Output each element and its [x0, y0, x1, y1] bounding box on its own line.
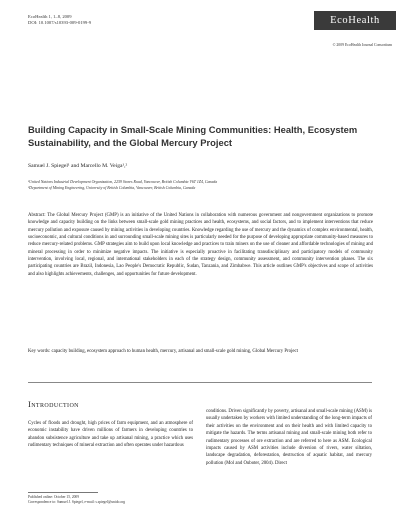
- introduction-heading: Introduction: [28, 400, 79, 409]
- journal-reference: [28, 14, 91, 26]
- article-title: Building Capacity in Small-Scale Mining Communities: Health, Ecosystem Sustainability, and the Global Mercury Project: [28, 124, 358, 148]
- affiliation-1: ¹United Nations Industrial Development Organization, 2259 Stores Road, Vancouver, British Columbia V6T 1Z4, Canada: [28, 180, 218, 184]
- published-date: Published online: October 15, 2009: [28, 495, 80, 499]
- abstract: [28, 212, 373, 278]
- journal-line: EcoHealth 1, 1–8, 2009: [28, 14, 72, 19]
- author-affiliations: [28, 179, 378, 191]
- keywords-label: Key words:: [28, 349, 51, 354]
- journal-brand-text: EcoHealth: [330, 15, 380, 26]
- section-divider: [28, 382, 372, 383]
- footnote-divider: [28, 492, 98, 493]
- abstract-text: The Global Mercury Project (GMP) is an initiative of the United Nations in collaboration with numerous government and nongovernment organizations to promote knowledge and capacity building on the links between small-scale gold mining practices and health, ecosystems, and social factors, and to implement interventions that reduce mercury pollution and exposure caused by mining activities in developing countries. Knowledge regarding the use of mercury and the dynamics of complex environmental, health, socioeconomic, and cultural conditions in and surrounding small-scale mining sites is particularly needed for the purpose of developing appropriate community-based measures to reduce mercury-related problems. GMP strategies aim to build upon local knowledge and practices to train miners on the use of cleaner and affordable technologies of mining and mineral processing in order to minimize negative impacts. The initiative is especially proactive in facilitating transdisciplinary and participatory models of community intervention, involving local, regional, and international stakeholders in each of the strategy design, community assessment, and community intervention phases. The six participating countries are Brazil, Indonesia, Lao People's Democratic Republic, Sudan, Tanzania, and Zimbabwe. This article outlines GMP's objectives and scope of activities and also highlights achievements, challenges, and opportunities for future development.: [28, 213, 373, 277]
- correspondence: Correspondence to: Samuel J. Spiegel, e-mail: s.spiegel@unido.org: [28, 500, 126, 504]
- keywords-text: capacity building, ecosystem approach to human health, mercury, artisanal and small-scale gold mining, Global Mercury Project: [51, 349, 298, 354]
- journal-brand-logo: [314, 11, 396, 30]
- affiliation-2: ²Department of Mining Engineering, University of British Columbia, Vancouver, British Columbia, Canada: [28, 186, 196, 190]
- keywords: [28, 348, 373, 355]
- footnotes: [28, 495, 198, 505]
- intro-left-column: Cycles of floods and drought, high prices of farm equipment, and an atmosphere of economic instability have driven millions of farmers in developing countries to abandon subsistence agriculture and take up artisanal mining, a practice which uses rudimentary techniques of mineral extraction and often operates under hazardous: [28, 421, 193, 449]
- article-authors: Samuel J. Spiegel¹ and Marcello M. Veiga¹,²: [28, 163, 128, 169]
- intro-right-column: conditions. Driven significantly by poverty, artisanal and small-scale mining (ASM) is usually undertaken by workers with limited understanding of the long-term impacts of their activities on the environment and on their health and with limited capacity to mitigate the hazards. The terms artisanal mining and small-scale mining both refer to rudimentary processes of ore extraction and are referred to here as ASM. Ecological impacts caused by ASM activities include diversion of rivers, water siltation, landscape degradation, deforestation, destruction of aquatic habitat, and mercury pollution (Mol and Ouboter, 2004). Direct: [206, 409, 372, 466]
- doi-line: DOI: 10.1007/s10393-009-0199-9: [28, 20, 92, 25]
- abstract-label: Abstract:: [28, 213, 46, 218]
- copyright-notice: © 2009 EcoHealth Journal Consortium: [332, 43, 392, 47]
